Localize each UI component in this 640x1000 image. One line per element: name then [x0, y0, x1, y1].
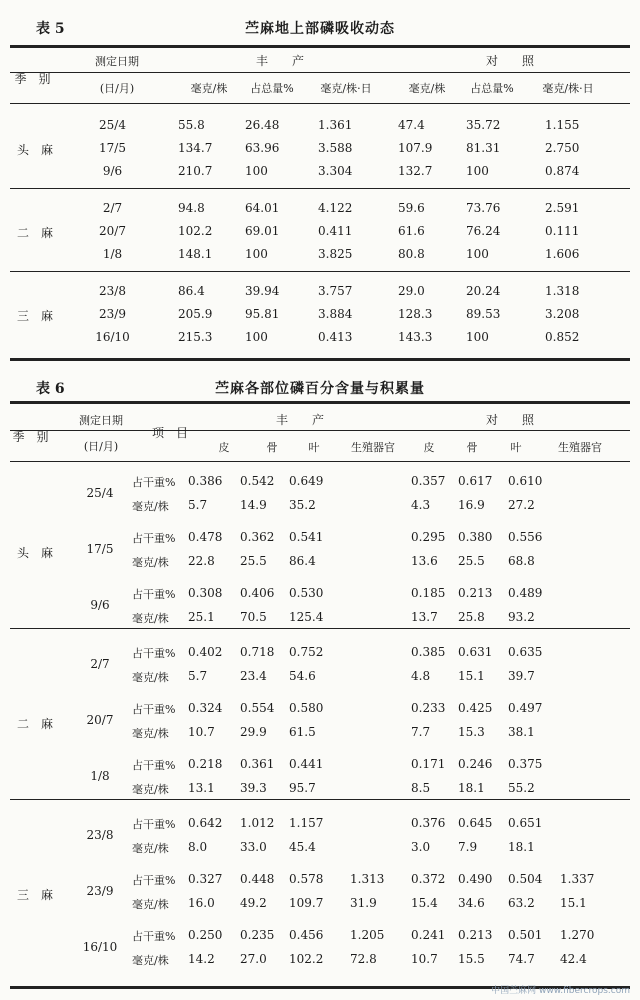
- table-cell: 81.31: [466, 141, 501, 155]
- table-cell: 20.24: [466, 284, 501, 298]
- date-cell: 2/7: [102, 201, 123, 215]
- table-rule: [10, 72, 630, 73]
- table-rule: [10, 799, 630, 800]
- table-cell: 3.0: [411, 840, 431, 854]
- table-cell: 3.304: [318, 164, 353, 178]
- table-cell: 86.4: [178, 284, 205, 298]
- season-header: 季 别: [14, 72, 51, 86]
- table-cell: 63.96: [245, 141, 280, 155]
- table-cell: 86.4: [289, 554, 316, 568]
- table-cell: 76.24: [466, 224, 501, 238]
- date-cell: 23/8: [86, 828, 114, 842]
- column-header: 生殖器官: [558, 441, 602, 454]
- table-cell: 95.81: [245, 307, 280, 321]
- table-cell: 47.4: [398, 118, 425, 132]
- table-cell: 100: [466, 330, 489, 344]
- group-header-high-yield: 丰 产: [275, 413, 324, 427]
- table-cell: 13.7: [411, 610, 438, 624]
- date-header: 测定日期: [79, 414, 123, 427]
- table-cell: 10.7: [188, 725, 215, 739]
- table-cell: 15.1: [458, 669, 485, 683]
- date-cell: 1/8: [90, 769, 110, 783]
- table-cell: 0.489: [508, 586, 543, 600]
- group-header-high-yield: 丰 产: [255, 54, 304, 68]
- table-cell: 0.617: [458, 474, 493, 488]
- table-cell: 0.490: [458, 872, 493, 886]
- table-cell: 49.2: [240, 896, 267, 910]
- table-cell: 0.425: [458, 701, 493, 715]
- table-cell: 0.541: [289, 530, 324, 544]
- table-cell: 0.246: [458, 757, 493, 771]
- table-cell: 0.413: [318, 330, 353, 344]
- table-cell: 1.313: [350, 872, 385, 886]
- date-header-unit: (日/月): [99, 82, 135, 95]
- item-label-percent: 占干重%: [132, 588, 176, 601]
- table-cell: 0.752: [289, 645, 324, 659]
- column-header: 皮: [218, 441, 230, 454]
- table-cell: 34.6: [458, 896, 485, 910]
- item-header: 项 目: [151, 426, 188, 440]
- table-cell: 4.122: [318, 201, 353, 215]
- table-cell: 0.185: [411, 586, 446, 600]
- table-cell: 1.606: [545, 247, 580, 261]
- table-cell: 0.250: [188, 928, 223, 942]
- table-cell: 54.6: [289, 669, 316, 683]
- table-rule: [10, 188, 630, 189]
- table-cell: 1.318: [545, 284, 580, 298]
- column-header: 骨: [266, 441, 278, 454]
- item-label-percent: 占干重%: [132, 818, 176, 831]
- date-cell: 23/8: [99, 284, 126, 298]
- table-caption: 表 6: [36, 381, 65, 397]
- table-cell: 0.478: [188, 530, 223, 544]
- table-cell: 0.235: [240, 928, 275, 942]
- table-cell: 0.357: [411, 474, 446, 488]
- item-label-mg: 毫克/株: [132, 612, 169, 625]
- table-cell: 0.642: [188, 816, 223, 830]
- table-cell: 94.8: [178, 201, 205, 215]
- table-cell: 7.7: [411, 725, 431, 739]
- item-label-mg: 毫克/株: [132, 898, 169, 911]
- table-cell: 0.448: [240, 872, 275, 886]
- table-cell: 45.4: [289, 840, 316, 854]
- table-cell: 109.7: [289, 896, 324, 910]
- table-cell: 14.2: [188, 952, 215, 966]
- column-header: 骨: [466, 441, 478, 454]
- table-cell: 33.0: [240, 840, 267, 854]
- table-cell: 27.0: [240, 952, 267, 966]
- table-cell: 215.3: [178, 330, 213, 344]
- item-label-mg: 毫克/株: [132, 954, 169, 967]
- table-cell: 39.7: [508, 669, 535, 683]
- season-label: 头 麻: [16, 143, 53, 157]
- column-header: 毫克/株·日: [542, 82, 594, 95]
- table-cell: 0.501: [508, 928, 543, 942]
- table-cell: 69.01: [245, 224, 280, 238]
- table-cell: 0.580: [289, 701, 324, 715]
- season-label: 二 麻: [16, 717, 53, 731]
- item-label-percent: 占干重%: [132, 647, 176, 660]
- table-cell: 143.3: [398, 330, 433, 344]
- table-cell: 107.9: [398, 141, 433, 155]
- table-cell: 2.750: [545, 141, 580, 155]
- group-header-control: 对 照: [485, 413, 534, 427]
- table-cell: 16.9: [458, 498, 485, 512]
- table-cell: 0.375: [508, 757, 543, 771]
- date-cell: 16/10: [95, 330, 130, 344]
- table-cell: 38.1: [508, 725, 535, 739]
- table-cell: 7.9: [458, 840, 478, 854]
- table-cell: 55.8: [178, 118, 205, 132]
- table-cell: 0.635: [508, 645, 543, 659]
- table-cell: 1.205: [350, 928, 385, 942]
- date-cell: 20/7: [99, 224, 126, 238]
- date-cell: 25/4: [86, 486, 114, 500]
- table-cell: 0.651: [508, 816, 543, 830]
- date-header: 测定日期: [95, 55, 139, 68]
- item-label-mg: 毫克/株: [132, 727, 169, 740]
- column-header: 生殖器官: [351, 441, 395, 454]
- table-cell: 15.3: [458, 725, 485, 739]
- date-cell: 23/9: [99, 307, 126, 321]
- table-cell: 42.4: [560, 952, 587, 966]
- table-cell: 0.649: [289, 474, 324, 488]
- table-cell: 0.380: [458, 530, 493, 544]
- table-cell: 0.213: [458, 586, 493, 600]
- season-label: 三 麻: [16, 888, 53, 902]
- table-cell: 15.1: [560, 896, 587, 910]
- table-cell: 0.718: [240, 645, 275, 659]
- table-cell: 0.386: [188, 474, 223, 488]
- table-cell: 100: [245, 164, 268, 178]
- table-cell: 1.012: [240, 816, 275, 830]
- table-cell: 0.213: [458, 928, 493, 942]
- table-cell: 100: [466, 164, 489, 178]
- item-label-mg: 毫克/株: [132, 500, 169, 513]
- date-cell: 25/4: [99, 118, 126, 132]
- item-label-percent: 占干重%: [132, 930, 176, 943]
- table-cell: 29.9: [240, 725, 267, 739]
- table-cell: 205.9: [178, 307, 213, 321]
- table-rule: [10, 271, 630, 272]
- table-cell: 5.7: [188, 498, 208, 512]
- date-cell: 2/7: [90, 657, 110, 671]
- table-cell: 3.825: [318, 247, 353, 261]
- table-rule: [10, 45, 630, 48]
- table-cell: 0.554: [240, 701, 275, 715]
- table-cell: 0.874: [545, 164, 580, 178]
- table-cell: 0.324: [188, 701, 223, 715]
- column-header: 毫克/株·日: [320, 82, 372, 95]
- table-rule: [10, 358, 630, 361]
- table-cell: 1.270: [560, 928, 595, 942]
- column-header: 叶: [510, 441, 522, 454]
- item-label-percent: 占干重%: [132, 476, 176, 489]
- table-cell: 100: [245, 330, 268, 344]
- table-cell: 22.8: [188, 554, 215, 568]
- table-cell: 95.7: [289, 781, 316, 795]
- table-cell: 125.4: [289, 610, 324, 624]
- date-cell: 9/6: [102, 164, 123, 178]
- table-caption: 表 5: [36, 21, 65, 37]
- table-cell: 128.3: [398, 307, 433, 321]
- column-header: 占总量%: [470, 82, 514, 95]
- table-cell: 3.757: [318, 284, 353, 298]
- table-cell: 35.72: [466, 118, 501, 132]
- column-header: 毫克/株: [190, 82, 228, 95]
- table-cell: 61.5: [289, 725, 316, 739]
- table-cell: 59.6: [398, 201, 425, 215]
- table-cell: 10.7: [411, 952, 438, 966]
- table-cell: 16.0: [188, 896, 215, 910]
- table-rule: [10, 461, 630, 462]
- table-cell: 73.76: [466, 201, 501, 215]
- table-cell: 8.5: [411, 781, 431, 795]
- item-label-mg: 毫克/株: [132, 556, 169, 569]
- item-label-mg: 毫克/株: [132, 842, 169, 855]
- item-label-mg: 毫克/株: [132, 783, 169, 796]
- table-cell: 100: [466, 247, 489, 261]
- table-cell: 0.111: [545, 224, 580, 238]
- table-cell: 25.5: [240, 554, 267, 568]
- date-header-unit: (日/月): [83, 440, 119, 453]
- table-cell: 0.556: [508, 530, 543, 544]
- table-title: 苎麻地上部磷吸收动态: [245, 21, 395, 37]
- column-header: 毫克/株: [408, 82, 446, 95]
- table-cell: 0.376: [411, 816, 446, 830]
- table-cell: 0.385: [411, 645, 446, 659]
- table-cell: 63.2: [508, 896, 535, 910]
- table-cell: 0.233: [411, 701, 446, 715]
- table-cell: 0.441: [289, 757, 324, 771]
- item-label-percent: 占干重%: [132, 874, 176, 887]
- table-cell: 72.8: [350, 952, 377, 966]
- table-cell: 23.4: [240, 669, 267, 683]
- table-cell: 1.157: [289, 816, 324, 830]
- table-cell: 15.4: [411, 896, 438, 910]
- table-cell: 0.645: [458, 816, 493, 830]
- date-cell: 9/6: [90, 598, 110, 612]
- table-cell: 3.588: [318, 141, 353, 155]
- table-cell: 15.5: [458, 952, 485, 966]
- date-cell: 17/5: [86, 542, 114, 556]
- table-cell: 29.0: [398, 284, 425, 298]
- table-cell: 68.8: [508, 554, 535, 568]
- date-cell: 17/5: [99, 141, 126, 155]
- table-cell: 39.94: [245, 284, 280, 298]
- date-cell: 23/9: [86, 884, 114, 898]
- table-cell: 148.1: [178, 247, 213, 261]
- table-cell: 102.2: [289, 952, 324, 966]
- table-cell: 0.456: [289, 928, 324, 942]
- table-cell: 80.8: [398, 247, 425, 261]
- table-cell: 26.48: [245, 118, 280, 132]
- table-cell: 0.327: [188, 872, 223, 886]
- date-cell: 16/10: [82, 940, 118, 954]
- table-rule: [10, 430, 630, 431]
- table-cell: 8.0: [188, 840, 208, 854]
- table-title: 苎麻各部位磷百分含量与积累量: [215, 381, 425, 397]
- table-cell: 0.578: [289, 872, 324, 886]
- table-cell: 0.308: [188, 586, 223, 600]
- table-cell: 18.1: [508, 840, 535, 854]
- season-label: 二 麻: [16, 226, 53, 240]
- table-cell: 31.9: [350, 896, 377, 910]
- table-cell: 0.631: [458, 645, 493, 659]
- table-cell: 39.3: [240, 781, 267, 795]
- table-cell: 89.53: [466, 307, 501, 321]
- table-cell: 0.530: [289, 586, 324, 600]
- table-cell: 5.7: [188, 669, 208, 683]
- table-cell: 0.504: [508, 872, 543, 886]
- season-label: 三 麻: [16, 309, 53, 323]
- table-cell: 0.406: [240, 586, 275, 600]
- table-cell: 35.2: [289, 498, 316, 512]
- table-cell: 102.2: [178, 224, 213, 238]
- table-cell: 0.610: [508, 474, 543, 488]
- table-cell: 70.5: [240, 610, 267, 624]
- group-header-control: 对 照: [485, 54, 534, 68]
- table-cell: 134.7: [178, 141, 213, 155]
- table-cell: 132.7: [398, 164, 433, 178]
- table-cell: 25.1: [188, 610, 215, 624]
- item-label-mg: 毫克/株: [132, 671, 169, 684]
- table-cell: 13.6: [411, 554, 438, 568]
- column-header: 占总量%: [250, 82, 294, 95]
- table-rule: [10, 628, 630, 629]
- table-cell: 74.7: [508, 952, 535, 966]
- table-cell: 100: [245, 247, 268, 261]
- table-cell: 4.8: [411, 669, 431, 683]
- table-cell: 0.372: [411, 872, 446, 886]
- table-cell: 25.5: [458, 554, 485, 568]
- table-cell: 3.884: [318, 307, 353, 321]
- column-header: 叶: [308, 441, 320, 454]
- item-label-percent: 占干重%: [132, 532, 176, 545]
- table-cell: 64.01: [245, 201, 280, 215]
- table-cell: 13.1: [188, 781, 215, 795]
- date-cell: 20/7: [86, 713, 114, 727]
- season-label: 头 麻: [16, 546, 53, 560]
- table-cell: 14.9: [240, 498, 267, 512]
- table-cell: 0.361: [240, 757, 275, 771]
- table-cell: 0.362: [240, 530, 275, 544]
- table-cell: 0.497: [508, 701, 543, 715]
- item-label-percent: 占干重%: [132, 703, 176, 716]
- table-cell: 0.171: [411, 757, 446, 771]
- item-label-percent: 占干重%: [132, 759, 176, 772]
- table-cell: 2.591: [545, 201, 580, 215]
- season-header: 季 别: [12, 430, 49, 444]
- table-cell: 1.155: [545, 118, 580, 132]
- table-cell: 18.1: [458, 781, 485, 795]
- date-cell: 1/8: [102, 247, 123, 261]
- table-cell: 61.6: [398, 224, 425, 238]
- table-rule: [10, 401, 630, 404]
- table-cell: 4.3: [411, 498, 431, 512]
- table-cell: 1.337: [560, 872, 595, 886]
- table-cell: 3.208: [545, 307, 580, 321]
- table-cell: 0.218: [188, 757, 223, 771]
- table-cell: 93.2: [508, 610, 535, 624]
- table-rule: [10, 103, 630, 104]
- table-cell: 55.2: [508, 781, 535, 795]
- table-cell: 0.852: [545, 330, 580, 344]
- table-cell: 0.411: [318, 224, 353, 238]
- table-cell: 0.241: [411, 928, 446, 942]
- table-cell: 27.2: [508, 498, 535, 512]
- table-cell: 0.542: [240, 474, 275, 488]
- table-cell: 210.7: [178, 164, 213, 178]
- watermark: 中国苎麻网 www.fibercrops.com: [491, 986, 630, 996]
- table-cell: 25.8: [458, 610, 485, 624]
- table-cell: 0.295: [411, 530, 446, 544]
- table-cell: 1.361: [318, 118, 353, 132]
- column-header: 皮: [423, 441, 435, 454]
- table-cell: 0.402: [188, 645, 223, 659]
